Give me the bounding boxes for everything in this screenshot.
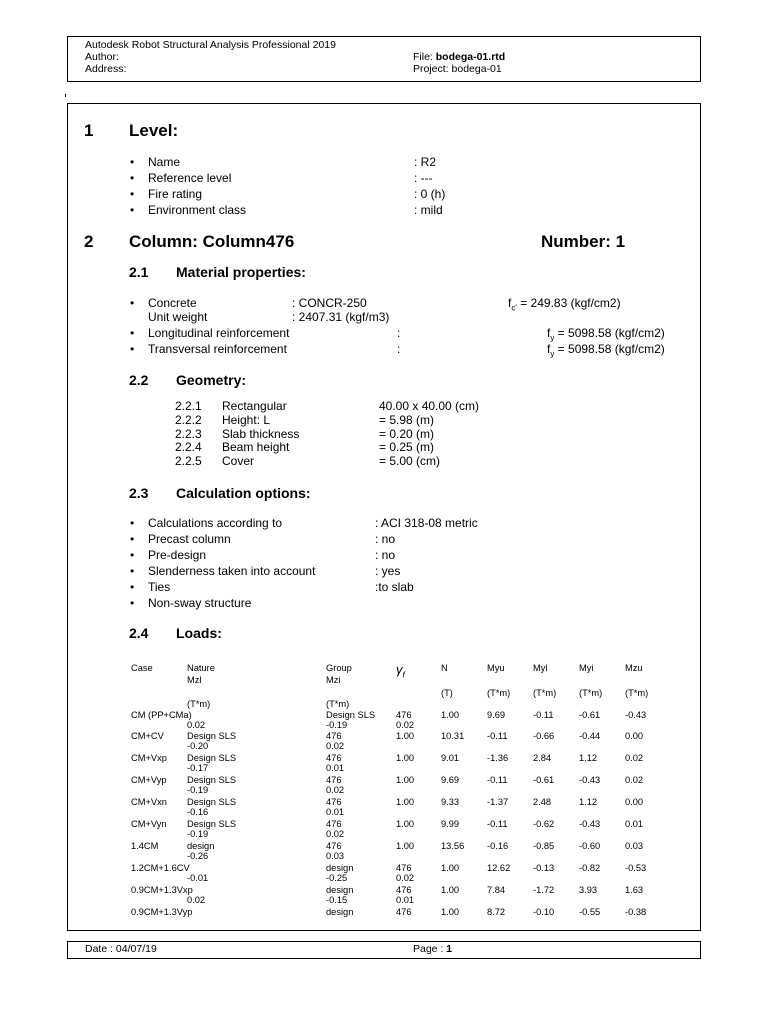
fy2-value: = 5098.58 (kgf/cm2) bbox=[554, 342, 665, 356]
table-cell-myu: -0.11 bbox=[487, 775, 508, 785]
fire-rating-value: : 0 (h) bbox=[414, 187, 446, 201]
table-cell-myl: 3.93 bbox=[579, 885, 598, 895]
material-number: 2.1 bbox=[129, 264, 149, 280]
table-cell-gamma: 1.00 bbox=[396, 797, 415, 807]
table-cell-group: 476 bbox=[396, 907, 412, 917]
header-nature: Nature bbox=[187, 663, 215, 673]
fy-value: = 5098.58 (kgf/cm2) bbox=[554, 326, 665, 340]
unit-weight-label: Unit weight bbox=[148, 310, 208, 324]
table-cell-case: CM (PP+CMa) bbox=[131, 710, 192, 720]
transversal-fy bbox=[547, 342, 665, 358]
table-cell-myu: -0.16 bbox=[487, 841, 509, 851]
table-cell-group: 476 bbox=[326, 841, 342, 851]
environment-class-label: • Environment class bbox=[148, 203, 246, 217]
table-cell-myi: -0.43 bbox=[625, 710, 647, 720]
fy-symbol: f bbox=[547, 326, 551, 340]
table-cell-nature: Design SLS bbox=[187, 731, 237, 741]
fire-rating-label: • Fire rating bbox=[148, 187, 202, 201]
header-mzu: Mzu bbox=[625, 663, 643, 673]
table-cell-mzu: 0.01 bbox=[625, 819, 644, 829]
table-cell-mzi: 0.03 bbox=[326, 851, 345, 861]
table-cell-case: CM+CV bbox=[131, 731, 164, 741]
unit-myl: (T*m) bbox=[533, 688, 557, 698]
address-label: Address: bbox=[85, 63, 127, 75]
table-cell-nature: Design SLS bbox=[187, 775, 237, 785]
table-cell-myl: 2.84 bbox=[533, 753, 552, 763]
table-cell-mzu: 0.02 bbox=[187, 720, 206, 730]
table-cell-nature: design bbox=[187, 841, 215, 851]
environment-class-value: : mild bbox=[414, 203, 443, 217]
calc-item-value: : no bbox=[375, 548, 396, 562]
table-cell-mzu: 0.00 bbox=[625, 731, 644, 741]
fy-subscript: y bbox=[550, 333, 555, 343]
table-cell-n: 12.62 bbox=[487, 863, 511, 873]
geometry-item-value: 40.00 x 40.00 (cm) bbox=[379, 399, 480, 413]
table-cell-myi: -0.44 bbox=[579, 731, 601, 741]
fy2-subscript: y bbox=[550, 349, 555, 359]
table-cell-group: 476 bbox=[326, 731, 342, 741]
concrete-label: • Concrete bbox=[148, 296, 197, 310]
table-cell-mzi: 0.02 bbox=[396, 720, 415, 730]
table-cell-gamma: 1.00 bbox=[441, 907, 460, 917]
unit-mzi: (T*m) bbox=[326, 699, 350, 709]
header-group: Group bbox=[326, 663, 352, 673]
footer-date: Date : 04/07/19 bbox=[85, 943, 157, 955]
geometry-item-number: 2.2.2 bbox=[175, 413, 202, 427]
longitudinal-fy bbox=[547, 326, 665, 342]
table-cell-myl: -0.61 bbox=[533, 775, 555, 785]
longitudinal-colon: : bbox=[397, 326, 401, 340]
geometry-item-label: Cover bbox=[222, 454, 255, 468]
unit-n: (T) bbox=[441, 688, 453, 698]
table-cell-mzu: 0.02 bbox=[187, 895, 206, 905]
geometry-item-number: 2.2.4 bbox=[175, 440, 202, 454]
calc-item-value: :to slab bbox=[375, 580, 414, 594]
report-header bbox=[67, 36, 701, 82]
table-cell-myl: -0.62 bbox=[533, 819, 555, 829]
table-cell-myi: -0.38 bbox=[625, 907, 647, 917]
table-cell-case: 0.9CM+1.3Vxp bbox=[131, 885, 193, 895]
geometry-item-number: 2.2.1 bbox=[175, 399, 202, 413]
table-cell-myl: -0.85 bbox=[533, 841, 555, 851]
page-label: Page : bbox=[413, 943, 444, 955]
calc-item-value: : ACI 318-08 metric bbox=[375, 516, 478, 530]
table-cell-nature: design bbox=[326, 907, 354, 917]
header-myi: Myi bbox=[579, 663, 594, 673]
section-2-title: Column: Column476 bbox=[129, 232, 295, 251]
table-cell-myu: -1.36 bbox=[487, 753, 509, 763]
section-1-number: 1 bbox=[84, 121, 94, 140]
table-cell-myi: -0.53 bbox=[625, 863, 647, 873]
table-cell-gamma: 1.00 bbox=[396, 731, 415, 741]
reference-level-label: • Reference level bbox=[148, 171, 231, 185]
table-cell-myl: -0.82 bbox=[579, 863, 601, 873]
file-info bbox=[413, 51, 505, 63]
calc-item-value: : no bbox=[375, 532, 396, 546]
table-cell-mzl: -0.20 bbox=[187, 741, 209, 751]
table-cell-group: 476 bbox=[326, 797, 342, 807]
loads-title: Loads: bbox=[176, 625, 222, 641]
table-cell-nature: design bbox=[326, 863, 354, 873]
table-cell-myu: -1.37 bbox=[487, 797, 509, 807]
gamma-symbol: γ bbox=[396, 662, 403, 677]
file-label: File: bbox=[413, 51, 433, 63]
transversal-colon: : bbox=[397, 342, 401, 356]
table-cell-nature: Design SLS bbox=[187, 753, 237, 763]
table-cell-case: CM+Vyp bbox=[131, 775, 167, 785]
header-case: Case bbox=[131, 663, 153, 673]
table-cell-group: 476 bbox=[396, 710, 412, 720]
table-cell-gamma: 1.00 bbox=[396, 819, 415, 829]
table-cell-gamma: 1.00 bbox=[396, 753, 415, 763]
concrete-value: : CONCR-250 bbox=[292, 296, 367, 310]
table-cell-gamma: 1.00 bbox=[441, 710, 460, 720]
table-cell-n: 8.72 bbox=[487, 907, 506, 917]
table-cell-mzi: 0.01 bbox=[326, 807, 345, 817]
table-cell-mzl: -0.16 bbox=[187, 807, 209, 817]
header-gamma bbox=[396, 662, 405, 680]
geometry-number: 2.2 bbox=[129, 372, 149, 388]
table-cell-n: 9.99 bbox=[441, 819, 460, 829]
table-cell-myu: -0.11 bbox=[533, 710, 554, 720]
section-1-title: Level: bbox=[129, 121, 179, 140]
header-n: N bbox=[441, 663, 448, 673]
unit-mzl: (T*m) bbox=[187, 699, 211, 709]
table-cell-myl: -0.61 bbox=[579, 710, 601, 720]
material-title: Material properties: bbox=[176, 264, 306, 280]
geometry-item-value: = 5.98 (m) bbox=[379, 413, 435, 427]
page-mark bbox=[65, 94, 66, 97]
table-cell-group: 476 bbox=[396, 885, 412, 895]
table-cell-myi: -0.60 bbox=[579, 841, 601, 851]
author-label: Author: bbox=[85, 51, 119, 63]
concrete-strength bbox=[508, 296, 621, 312]
table-cell-nature: Design SLS bbox=[187, 819, 237, 829]
table-cell-mzu: 0.00 bbox=[625, 797, 644, 807]
table-cell-nature: design bbox=[326, 885, 354, 895]
table-cell-n: 10.31 bbox=[441, 731, 465, 741]
reference-level-value: : --- bbox=[414, 171, 433, 185]
table-cell-myl: 2.48 bbox=[533, 797, 552, 807]
table-cell-mzi: 0.01 bbox=[396, 895, 415, 905]
table-cell-gamma: 1.00 bbox=[396, 841, 415, 851]
table-cell-n: 9.33 bbox=[441, 797, 460, 807]
table-cell-myl: -0.66 bbox=[533, 731, 555, 741]
fy2-symbol: f bbox=[547, 342, 551, 356]
geometry-item-value: = 5.00 (cm) bbox=[379, 454, 441, 468]
header-myl: Myl bbox=[533, 663, 548, 673]
unit-weight-value: : 2407.31 (kgf/m3) bbox=[292, 310, 390, 324]
loads-number: 2.4 bbox=[129, 625, 149, 641]
longitudinal-reinforcement-label: • Longitudinal reinforcement bbox=[148, 326, 289, 340]
table-cell-myu: -0.11 bbox=[487, 731, 508, 741]
geometry-item-number: 2.2.5 bbox=[175, 454, 202, 468]
table-cell-case: 0.9CM+1.3Vyp bbox=[131, 907, 193, 917]
table-cell-n: 9.69 bbox=[487, 710, 506, 720]
section-2-number: 2 bbox=[84, 232, 94, 251]
geometry-title: Geometry: bbox=[176, 372, 247, 388]
geometry-item-label: Slab thickness bbox=[222, 427, 300, 441]
calc-item-label: • Precast column bbox=[148, 532, 231, 546]
table-cell-nature: Design SLS bbox=[326, 710, 376, 720]
calc-number: 2.3 bbox=[129, 485, 149, 501]
file-name: bodega-01.rtd bbox=[435, 51, 506, 63]
calc-item-label: • Slenderness taken into account bbox=[148, 564, 315, 578]
table-cell-case: CM+Vyn bbox=[131, 819, 167, 829]
table-cell-case: 1.4CM bbox=[131, 841, 159, 851]
table-cell-mzl: -0.19 bbox=[326, 720, 348, 730]
table-cell-gamma: 1.00 bbox=[441, 885, 460, 895]
table-cell-mzi: 0.01 bbox=[326, 763, 345, 773]
table-cell-mzl: -0.19 bbox=[187, 829, 209, 839]
project-name: Project: bodega-01 bbox=[413, 63, 502, 75]
table-cell-mzi: 0.02 bbox=[396, 873, 415, 883]
table-cell-group: 476 bbox=[396, 863, 412, 873]
unit-mzu: (T*m) bbox=[625, 688, 649, 698]
table-cell-mzl: -0.17 bbox=[187, 763, 209, 773]
table-cell-n: 9.01 bbox=[441, 753, 460, 763]
table-cell-n: 13.56 bbox=[441, 841, 465, 851]
table-cell-mzi: 0.02 bbox=[326, 785, 345, 795]
table-cell-mzl: -0.15 bbox=[326, 895, 348, 905]
table-cell-case: CM+Vxp bbox=[131, 753, 167, 763]
table-cell-n: 9.69 bbox=[441, 775, 460, 785]
report-footer bbox=[67, 941, 701, 959]
table-cell-nature: Design SLS bbox=[187, 797, 237, 807]
table-cell-mzl: -0.19 bbox=[187, 785, 209, 795]
fc-symbol: f bbox=[508, 296, 512, 310]
table-cell-myu: -0.13 bbox=[533, 863, 555, 873]
table-cell-myi: 1.63 bbox=[625, 885, 644, 895]
table-cell-mzu: 0.02 bbox=[625, 753, 644, 763]
geometry-item-value: = 0.25 (m) bbox=[379, 440, 435, 454]
geometry-item-label: Beam height bbox=[222, 440, 290, 454]
page-number: 1 bbox=[446, 943, 453, 955]
calc-item-label: • Calculations according to bbox=[148, 516, 282, 530]
table-cell-group: 476 bbox=[326, 775, 342, 785]
fc-subscript: c' bbox=[511, 303, 517, 313]
table-cell-gamma: 1.00 bbox=[441, 863, 460, 873]
footer-page bbox=[413, 943, 452, 955]
table-cell-mzu: -0.01 bbox=[187, 873, 209, 883]
table-cell-mzi: 0.02 bbox=[326, 741, 345, 751]
unit-myu: (T*m) bbox=[487, 688, 511, 698]
transversal-reinforcement-label: • Transversal reinforcement bbox=[148, 342, 287, 356]
header-mzi: Mzi bbox=[326, 675, 341, 685]
column-number: Number: 1 bbox=[541, 232, 626, 251]
calc-item-value: : yes bbox=[375, 564, 401, 578]
table-cell-mzl: -0.26 bbox=[187, 851, 209, 861]
calc-item-label: • Pre-design bbox=[148, 548, 206, 562]
calc-item-label: • Ties bbox=[148, 580, 170, 594]
table-cell-myi: 1.12 bbox=[579, 797, 598, 807]
table-cell-mzl: -0.25 bbox=[326, 873, 348, 883]
geometry-item-label: Height: L bbox=[222, 413, 271, 427]
table-cell-group: 476 bbox=[326, 753, 342, 763]
table-cell-myi: -0.43 bbox=[579, 775, 601, 785]
table-cell-mzu: 0.03 bbox=[625, 841, 644, 851]
calc-item-label: • Non-sway structure bbox=[148, 596, 251, 610]
table-cell-myu: -0.11 bbox=[487, 819, 508, 829]
table-cell-myi: -0.43 bbox=[579, 819, 601, 829]
table-cell-gamma: 1.00 bbox=[396, 775, 415, 785]
software-name: Autodesk Robot Structural Analysis Professional 2019 bbox=[85, 39, 336, 51]
geometry-item-value: = 0.20 (m) bbox=[379, 427, 435, 441]
level-name-label: • Name bbox=[148, 155, 180, 169]
unit-myi: (T*m) bbox=[579, 688, 603, 698]
table-cell-myu: -0.10 bbox=[533, 907, 555, 917]
table-cell-case: CM+Vxn bbox=[131, 797, 167, 807]
calc-title: Calculation options: bbox=[176, 485, 311, 501]
table-cell-mzu: 0.02 bbox=[625, 775, 644, 785]
table-cell-group: 476 bbox=[326, 819, 342, 829]
header-myu: Myu bbox=[487, 663, 505, 673]
table-cell-myl: -0.55 bbox=[579, 907, 601, 917]
header-mzl: Mzl bbox=[187, 675, 202, 685]
table-cell-myi: 1.12 bbox=[579, 753, 598, 763]
table-cell-myu: -1.72 bbox=[533, 885, 555, 895]
table-cell-mzi: 0.02 bbox=[326, 829, 345, 839]
table-cell-n: 7.84 bbox=[487, 885, 506, 895]
level-name-value: : R2 bbox=[414, 155, 437, 169]
fc-value: = 249.83 (kgf/cm2) bbox=[516, 296, 621, 310]
table-cell-case: 1.2CM+1.6CV bbox=[131, 863, 190, 873]
gamma-subscript: f bbox=[402, 670, 405, 680]
geometry-item-number: 2.2.3 bbox=[175, 427, 202, 441]
geometry-item-label: Rectangular bbox=[222, 399, 287, 413]
